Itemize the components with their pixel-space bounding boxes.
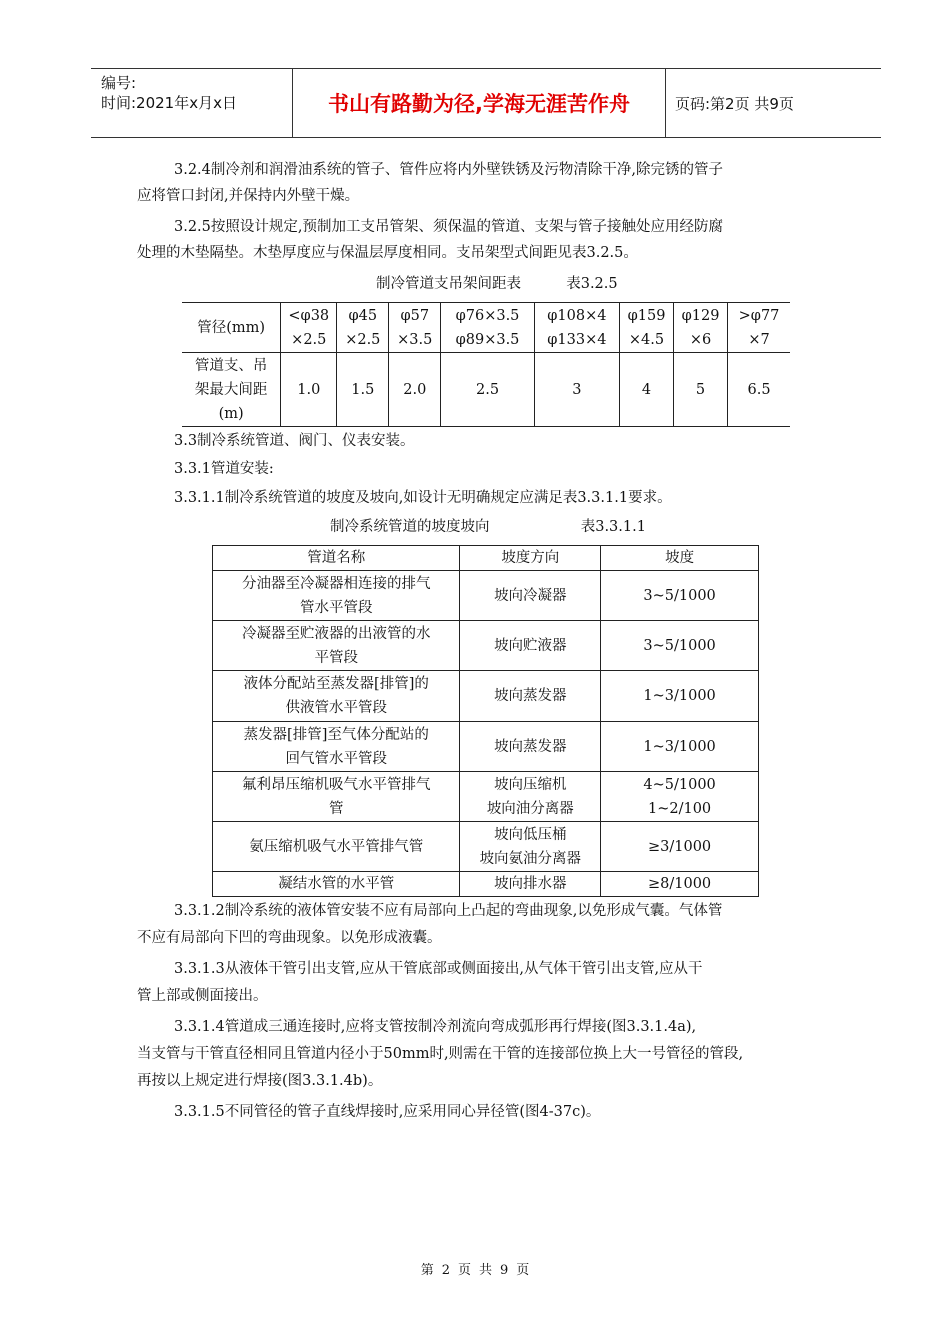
table1-spacing-cell: 6.5 [728,353,790,427]
page-header [91,68,881,138]
header-meta [91,69,293,137]
paragraph-3-2-4-line2: 应将管口封闭,并保持内外壁干燥。 [137,188,360,204]
paragraph-3-3-1-2-line2: 不应有局部向下凹的弯曲现象。以免形成液囊。 [137,930,442,946]
table2-header-direction: 坡度方向 [460,546,601,571]
table1-caption [376,273,618,295]
table2-header-row [213,546,759,571]
table1-row-head: 管径(mm) [182,303,281,353]
slope-value-cell: 4~5/1000 1~2/100 [601,772,759,822]
footer-page-number: 2 [441,1263,450,1278]
paragraph-3-3-1-5: 3.3.1.5不同管径的管子直线焊接时,应采用同心异径管(图4-37c)。 [174,1104,601,1120]
table2-header-name: 管道名称 [213,546,460,571]
footer-ye: 页 [457,1263,471,1278]
slope-direction-cell: 坡向压缩机 坡向油分离器 [460,772,601,822]
slope-direction-cell: 坡向蒸发器 [460,722,601,772]
paragraph-3-3-1-1: 3.3.1.1制冷系统管道的坡度及坡向,如设计无明确规定应满足表3.3.1.1要求。 [174,490,672,506]
table1-size-cell: <φ38 ×2.5 [281,303,337,353]
table-row [213,621,759,671]
pipe-name-cell: 凝结水管的水平管 [213,872,460,897]
pipe-name-cell: 液体分配站至蒸发器[排管]的 供液管水平管段 [213,671,460,722]
pipe-slope-table [212,545,759,897]
table1-size-cell: >φ77 ×7 [728,303,790,353]
table-row [213,671,759,722]
table1-size-cell: φ76×3.5 φ89×3.5 [441,303,535,353]
table1-spacing-cell: 1.0 [281,353,337,427]
paragraph-3-2-5-line2: 处理的木垫隔垫。木垫厚度应与保温层厚度相同。支吊架型式间距见表3.2.5。 [137,245,638,261]
table-row [213,571,759,621]
slope-direction-cell: 坡向低压桶 坡向氨油分离器 [460,822,601,872]
table1-row-diameter [182,303,790,353]
slope-direction-cell: 坡向排水器 [460,872,601,897]
table-row [213,822,759,872]
paragraph-3-3-1-2-line1: 3.3.1.2制冷系统的液体管安装不应有局部向上凸起的弯曲现象,以免形成气囊。气体管 [174,903,723,919]
table-row [213,772,759,822]
header-motto: 书山有路勤为径,学海无涯苦作舟 [293,69,666,137]
paragraph-3-3-1-3-line2: 管上部或侧面接出。 [137,988,268,1004]
footer-ye: 页 [516,1263,530,1278]
pipe-name-cell: 冷凝器至贮液器的出液管的水 平管段 [213,621,460,671]
slope-value-cell: 1~3/1000 [601,671,759,722]
table1-spacing-cell: 2.0 [389,353,441,427]
slope-direction-cell: 坡向冷凝器 [460,571,601,621]
pipe-name-cell: 蒸发器[排管]至气体分配站的 回气管水平管段 [213,722,460,772]
slope-direction-cell: 坡向蒸发器 [460,671,601,722]
table1-spacing-cell: 5 [674,353,728,427]
table1-size-cell: φ108×4 φ133×4 [534,303,619,353]
table2-caption [330,516,646,538]
header-page-label: 页码:第2页 共9页 [675,94,794,113]
heading-3-3: 3.3制冷系统管道、阀门、仪表安装。 [174,433,415,449]
footer-gong: 共 [479,1263,493,1278]
table1-spacing-cell: 4 [620,353,674,427]
table1-size-cell: φ45 ×2.5 [337,303,389,353]
table1-spacing-cell: 1.5 [337,353,389,427]
table1-row-spacing [182,353,790,427]
paragraph-3-3-1-4-line3: 再按以上规定进行焊接(图3.3.1.4b)。 [137,1073,383,1089]
table2-caption-number: 表3.3.1.1 [580,519,646,535]
time-label: 时间:2021年x月x日 [101,94,237,112]
pipe-name-cell: 氟利昂压缩机吸气水平管排气 管 [213,772,460,822]
pipe-support-spacing-table [182,302,790,427]
slope-direction-cell: 坡向贮液器 [460,621,601,671]
table2-header-slope: 坡度 [601,546,759,571]
table1-size-cell: φ159 ×4.5 [620,303,674,353]
slope-value-cell: 3~5/1000 [601,621,759,671]
table1-size-cell: φ57 ×3.5 [389,303,441,353]
footer-total-pages: 9 [500,1263,509,1278]
table-row [213,872,759,897]
table1-size-cell: φ129 ×6 [674,303,728,353]
table1-caption-title: 制冷管道支吊架间距表 [376,276,521,292]
table1-row-head: 管道支、吊 架最大间距 (m) [182,353,281,427]
pipe-name-cell: 氨压缩机吸气水平管排气管 [213,822,460,872]
number-label: 编号: [101,74,137,92]
paragraph-3-2-4-line1: 3.2.4制冷剂和润滑油系统的管子、管件应将内外壁铁锈及污物清除干净,除完锈的管子 [174,162,724,178]
page-footer [0,1259,950,1278]
paragraph-3-2-5-line1: 3.2.5按照设计规定,预制加工支吊管架、须保温的管道、支架与管子接触处应用经防腐 [174,219,724,235]
table-row [213,722,759,772]
paragraph-3-3-1-4-line1: 3.3.1.4管道成三通连接时,应将支管按制冷剂流向弯成弧形再行焊接(图3.3.1.4a), [174,1019,697,1035]
paragraph-3-3-1-3-line1: 3.3.1.3从液体干管引出支管,应从干管底部或侧面接出,从气体干管引出支管,应从干 [174,961,703,977]
slope-value-cell: 1~3/1000 [601,722,759,772]
paragraph-3-3-1-4-line2: 当支管与干管直径相同且管道内径小于50mm时,则需在干管的连接部位换上大一号管径的管段, [137,1046,744,1062]
table1-caption-number: 表3.2.5 [566,276,618,292]
heading-3-3-1: 3.3.1管道安装: [174,461,274,477]
table1-spacing-cell: 3 [534,353,619,427]
slope-value-cell: ≥3/1000 [601,822,759,872]
footer-di: 第 [420,1263,434,1278]
table2-caption-title: 制冷系统管道的坡度坡向 [330,519,490,535]
slope-value-cell: 3~5/1000 [601,571,759,621]
table1-spacing-cell: 2.5 [441,353,535,427]
slope-value-cell: ≥8/1000 [601,872,759,897]
pipe-name-cell: 分油器至冷凝器相连接的排气 管水平管段 [213,571,460,621]
